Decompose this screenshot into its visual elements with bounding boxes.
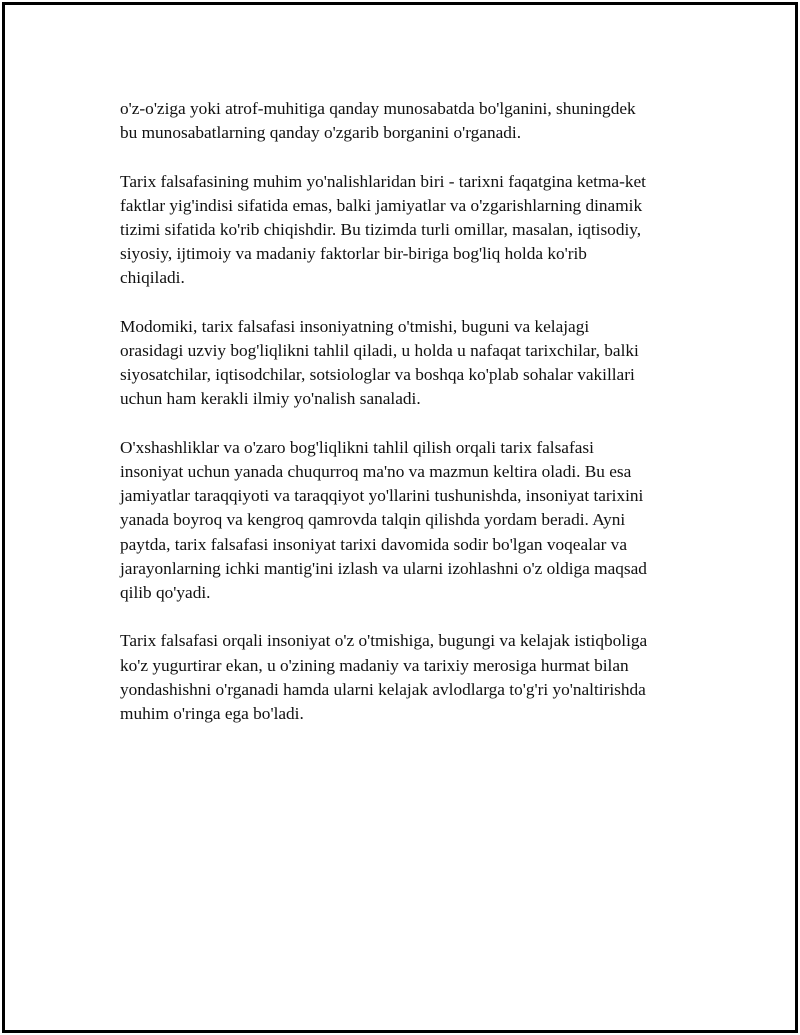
text-line: muhim o'ringa ega bo'ladi. bbox=[120, 704, 304, 724]
text-line: ko'z yugurtirar ekan, u o'zining madaniy va tarixiy merosiga hurmat bilan bbox=[120, 655, 629, 675]
text-line: siyosiy, ijtimoiy va madaniy faktorlar bir-biriga bog'liq holda ko'rib bbox=[120, 244, 587, 264]
text-line: faktlar yig'indisi sifatida emas, balki jamiyatlar va o'zgarishlarning dinamik bbox=[120, 195, 643, 215]
page-frame bbox=[2, 2, 798, 1033]
text-line: jarayonlarning ichki mantig'ini izlash va ularni izohlashni o'z oldiga maqsad bbox=[120, 558, 647, 578]
paragraph-1 bbox=[120, 97, 695, 145]
text-line: uchun ham kerakli ilmiy yo'nalish sanaladi. bbox=[120, 389, 421, 409]
paragraph-3 bbox=[120, 315, 695, 412]
text-line: paytda, tarix falsafasi insoniyat tarixi davomida sodir bo'lgan voqealar va bbox=[120, 534, 627, 554]
text-line: insoniyat uchun yanada chuqurroq ma'no va mazmun keltira oladi. Bu esa bbox=[120, 462, 632, 481]
text-line: chiqiladi. bbox=[120, 268, 185, 288]
text-line: qilib qo'yadi. bbox=[120, 583, 211, 603]
text-line: tizimi sifatida ko'rib chiqishdir. Bu tizimda turli omillar, masalan, iqtisodiy, bbox=[120, 220, 642, 239]
text-line: Tarix falsafasi orqali insoniyat o'z o'tmishiga, bugungi va kelajak istiqboliga bbox=[120, 631, 648, 651]
paragraph-4 bbox=[120, 436, 695, 605]
text-line: bu munosabatlarning qanday o'zgarib borganini o'rganadi. bbox=[120, 123, 522, 143]
paragraph-2 bbox=[120, 170, 695, 291]
text-line: o'z-o'ziga yoki atrof-muhitiga qanday munosabatda bo'lganini, shuningdek bbox=[120, 99, 636, 118]
text-line: Modomiki, tarix falsafasi insoniyatning o'tmishi, buguni va kelajagi bbox=[120, 316, 590, 336]
text-line: Tarix falsafasining muhim yo'nalishlaridan biri - tarixni faqatgina ketma-ket bbox=[120, 171, 646, 191]
text-line: O'xshashliklar va o'zaro bog'liqlikni tahlil qilish orqali tarix falsafasi bbox=[120, 437, 594, 457]
document-body bbox=[120, 97, 695, 750]
text-line: orasidagi uzviy bog'liqlikni tahlil qiladi, u holda u nafaqat tarixchilar, balki bbox=[120, 341, 639, 360]
text-line: yondashishni o'rganadi hamda ularni kelajak avlodlarga to'g'ri yo'naltirishda bbox=[120, 679, 646, 699]
paragraph-5 bbox=[120, 629, 695, 726]
text-line: siyosatchilar, iqtisodchilar, sotsiologlar va boshqa ko'plab sohalar vakillari bbox=[120, 365, 635, 385]
text-line: yanada boyroq va kengroq qamrovda talqin qilishda yordam beradi. Ayni bbox=[120, 510, 626, 530]
text-line: jamiyatlar taraqqiyoti va taraqqiyot yo'llarini tushunishda, insoniyat tarixini bbox=[120, 486, 644, 506]
